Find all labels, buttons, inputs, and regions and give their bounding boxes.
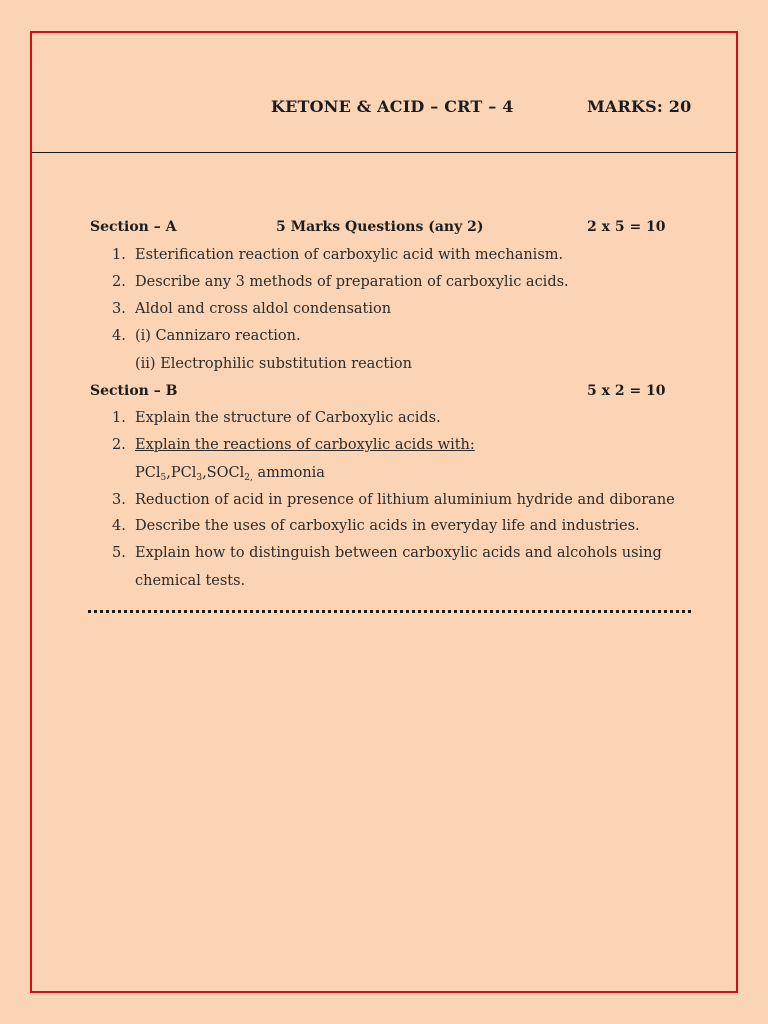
section-b-label: Section – B: [90, 383, 178, 399]
header-divider: [32, 152, 736, 153]
question-number: 3.: [112, 492, 126, 508]
paper-title: KETONE & ACID – CRT – 4: [271, 97, 514, 116]
question-number: 3.: [112, 301, 126, 317]
question-text: Explain the structure of Carboxylic acids.: [135, 410, 441, 426]
question-text: Aldol and cross aldol condensation: [135, 301, 392, 317]
question-number: 1.: [112, 247, 126, 263]
total-marks: MARKS: 20: [587, 97, 692, 116]
question-text: chemical tests.: [135, 573, 246, 589]
question-number: 4.: [112, 328, 126, 344]
section-a-score: 2 x 5 = 10: [587, 219, 666, 235]
section-a-label: Section – A: [90, 219, 177, 235]
question-text: Reduction of acid in presence of lithium aluminium hydride and diborane: [135, 492, 675, 508]
reagents: PCl$_5$,PCl$_3$,SOCl$_{2,}$ ammonia: [135, 465, 325, 483]
question-text: Describe any 3 methods of preparation of carboxylic acids.: [135, 274, 569, 290]
question-text: Esterification reaction of carboxylic acid with mechanism.: [135, 247, 564, 263]
question-text: (ii) Electrophilic substitution reaction: [135, 356, 412, 372]
question-text: (i) Cannizaro reaction.: [135, 328, 301, 344]
question-number: 1.: [112, 410, 126, 426]
question-number: 2.: [112, 274, 126, 290]
section-b-header: [90, 383, 690, 403]
question-text: Describe the uses of carboxylic acids in everyday life and industries.: [135, 518, 640, 534]
page-border: [30, 31, 738, 993]
section-a-header: [90, 219, 690, 239]
section-a-subtitle: 5 Marks Questions (any 2): [276, 219, 484, 235]
question-text: Explain the reactions of carboxylic acids with:: [135, 437, 475, 453]
question-text: Explain how to distinguish between carboxylic acids and alcohols using: [135, 545, 662, 561]
dotted-divider: [88, 610, 691, 613]
section-b-score: 5 x 2 = 10: [587, 383, 666, 399]
question-number: 5.: [112, 545, 126, 561]
question-number: 2.: [112, 437, 126, 453]
question-number: 4.: [112, 518, 126, 534]
